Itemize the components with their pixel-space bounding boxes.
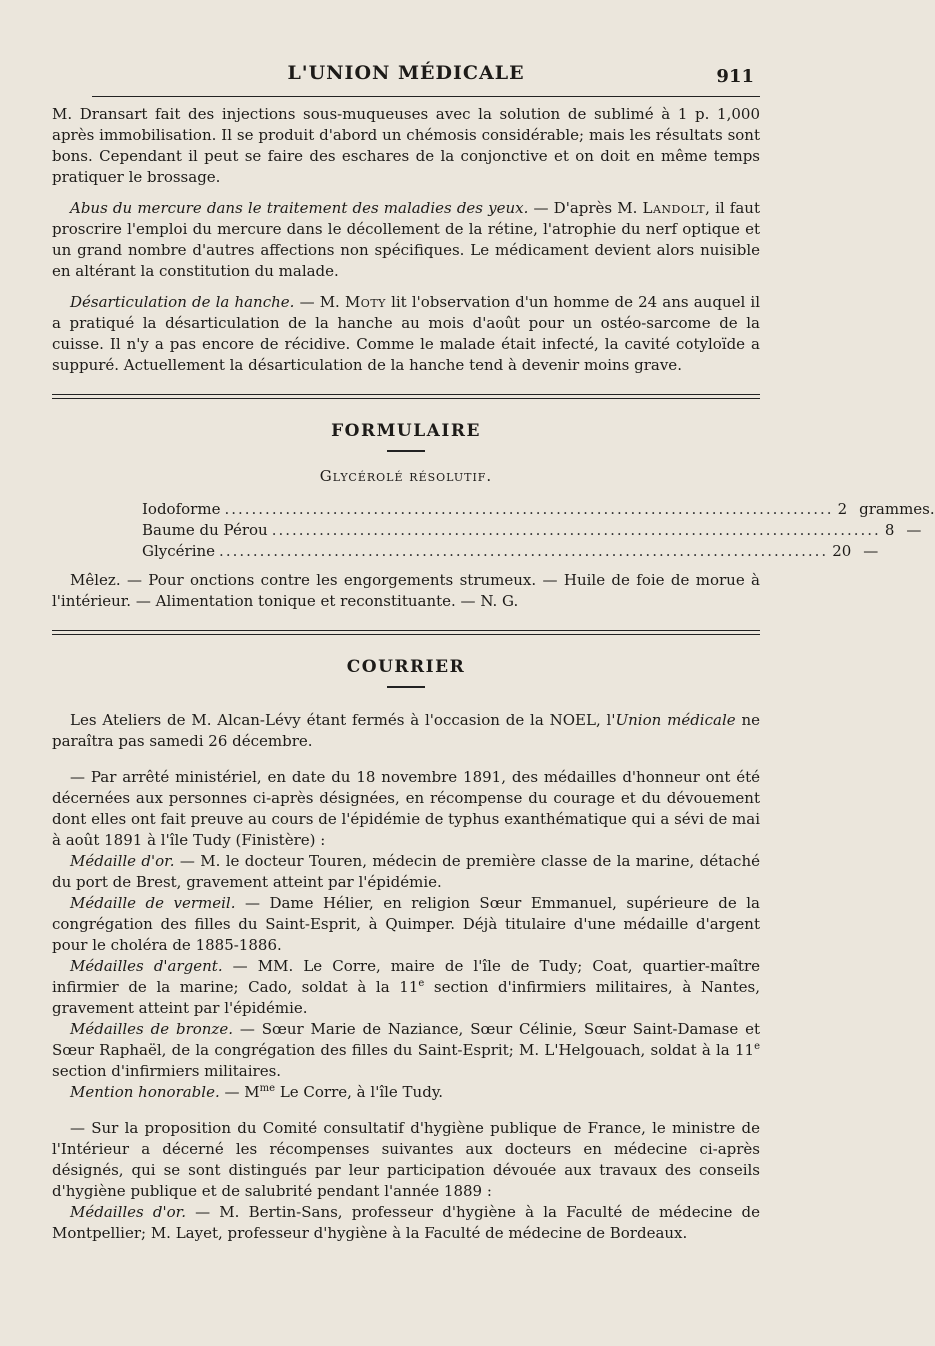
hip-paragraph (52, 292, 760, 376)
closure-text: Les Ateliers de M. Alcan-Lévy étant fermés à l'occasion de la NOEL, l' (70, 711, 616, 729)
mercury-text: , il faut proscrire l'emploi du mercure dans le décollement de la rétine, l'atrophie du nerf optique et un grand nombre d'autres affections non spécifiques. Le médicament devient alors nuisible en altérant la constitution du malade. (52, 199, 760, 280)
hip-lead: — M. (294, 293, 345, 311)
section-divider (52, 630, 760, 635)
title-underline (387, 450, 425, 452)
gold-medal-entry (52, 851, 760, 893)
award-label: Médaille de vermeil. (70, 894, 236, 912)
award-label: Médailles de bronze. (70, 1020, 233, 1038)
honorable-mention-entry (52, 1082, 760, 1103)
ingredient-unit: — (863, 542, 879, 560)
award-text-end: section d'infirmiers militaires, à Nantes, gravement atteint par l'épidémie. (52, 978, 760, 1017)
mercury-author: Landolt (642, 199, 706, 217)
hip-author: Moty (344, 293, 386, 311)
ingredient-qty: 8 (884, 521, 895, 539)
running-title: L'UNION MÉDICALE (287, 62, 525, 84)
award-text: — M. le docteur Touren, médecin de première classe de la marine, détaché du port de Brest, gravement atteint par l'épidémie. (52, 852, 760, 891)
intro-paragraph: M. Dransart fait des injections sous-muqueuses avec la solution de sublimé à 1 p. 1,000 après immobilisation. Il se produit d'abord un chémosis considérable; mais les résultats sont bons. Cependant il peut se faire des eschares de la conjonctive et on doit en même temps pratiquer le brossage. (52, 105, 760, 186)
ingredient-name: Baume du Pérou (142, 521, 268, 539)
decree-paragraph: — Par arrêté ministériel, en date du 18 novembre 1891, des médailles d'honneur ont été décernées aux personnes ci-après désignées, en récompense du courage et du dévouement dont elles ont fait preuve au cours de l'épidémie de typhus exanthématique qui a sévi de mai à août 1891 à l'île Tudy (Finistère) : (52, 768, 760, 849)
vermeil-medal-entry (52, 893, 760, 956)
closure-text-end: ne paraîtra pas samedi 26 décembre. (52, 711, 760, 750)
hip-heading: Désarticulation de la hanche. (70, 293, 295, 311)
ingredient-name: Glycérine (142, 542, 216, 560)
hygiene-paragraph: — Sur la proposition du Comité consultatif d'hygiène publique de France, le ministre de l'Intérieur a décerné les récompenses suivantes aux docteurs en médecine ci-après désignés, qui se sont distingués par leur participation dévouée aux travaux des conseils d'hygiène publique et de salubrité pendant l'année 1889 : (52, 1119, 760, 1200)
award-text: — M (219, 1083, 260, 1101)
ingredient-unit: — (906, 521, 922, 539)
closure-notice (52, 710, 760, 752)
award-text: — M. Bertin-Sans, professeur d'hygiène à la Faculté de médecine de Montpellier; M. Layet, professeur d'hygiène à la Faculté de médecine de Bordeaux. (52, 1203, 761, 1242)
formula-subtitle: Glycérolé résolutif. (319, 467, 493, 485)
mercury-paragraph (52, 198, 760, 282)
award-label: Médailles d'argent. (70, 957, 223, 975)
leader-dots: .......................................................................................... (224, 500, 834, 518)
award-text: — Sœur Marie de Naziance, Sœur Célinie, Sœur Saint-Damase et Sœur Raphaël, de la congrégation des filles du Saint-Esprit; M. L'Helgouach, soldat à la 11 (52, 1020, 760, 1059)
ingredient-qty: 2 (837, 500, 848, 518)
hygiene-gold-medals-entry (52, 1202, 760, 1244)
ingredient-name: Iodoforme (142, 500, 221, 518)
mercury-lead: — D'après M. (528, 199, 643, 217)
award-label: Mention honorable. (70, 1083, 220, 1101)
formula-row (142, 520, 922, 541)
award-text: — MM. Le Corre, maire de l'île de Tudy; Coat, quartier-maître infirmier de la marine; Cado, soldat à la 11 (52, 957, 761, 996)
award-text-end: Le Corre, à l'île Tudy. (275, 1083, 444, 1101)
formula-table (142, 499, 935, 562)
award-label: Médailles d'or. (70, 1203, 186, 1221)
silver-medal-entry (52, 956, 760, 1019)
ingredient-qty: 20 (832, 542, 852, 560)
leader-dots: .......................................................................................... (271, 521, 881, 539)
formulaire-title: FORMULAIRE (331, 421, 481, 441)
bronze-medal-entry (52, 1019, 760, 1082)
formula-row (142, 499, 935, 520)
award-label: Médaille d'or. (70, 852, 175, 870)
ordinal-suffix: e (418, 978, 425, 989)
page-content (52, 104, 935, 1244)
leader-dots: .......................................................................................... (219, 542, 829, 560)
formula-note: Mêlez. — Pour onctions contre les engorgements strumeux. — Huile de foie de morue à l'intérieur. — Alimentation tonique et reconstituante. — N. G. (52, 571, 760, 610)
ingredient-unit: grammes. (859, 500, 935, 518)
courrier-title: COURRIER (346, 657, 466, 677)
section-divider (52, 394, 760, 399)
page-number: 911 (716, 66, 754, 87)
mercury-heading: Abus du mercure dans le traitement des maladies des yeux. (70, 199, 529, 217)
formula-row (142, 541, 879, 562)
award-text-end: section d'infirmiers militaires. (52, 1062, 282, 1080)
journal-name: Union médicale (615, 711, 736, 729)
page-header (52, 58, 760, 90)
award-text: — Dame Hélier, en religion Sœur Emmanuel, supérieure de la congrégation des filles du Saint-Esprit, à Quimper. Déjà titulaire d'une médaille d'argent pour le choléra de 1885-1886. (52, 894, 760, 954)
title-suffix: me (259, 1083, 276, 1094)
title-underline (387, 686, 425, 688)
ordinal-suffix: e (754, 1041, 760, 1052)
header-rule (92, 96, 760, 97)
hip-text: lit l'observation d'un homme de 24 ans auquel il a pratiqué la désarticulation de la hanche au mois d'août pour un ostéo-sarcome de la cuisse. Il n'y a pas encore de récidive. Comme le malade était infecté, la cavité cotyloïde a suppuré. Actuellement la désarticulation de la hanche tend à devenir moins grave. (52, 293, 760, 374)
